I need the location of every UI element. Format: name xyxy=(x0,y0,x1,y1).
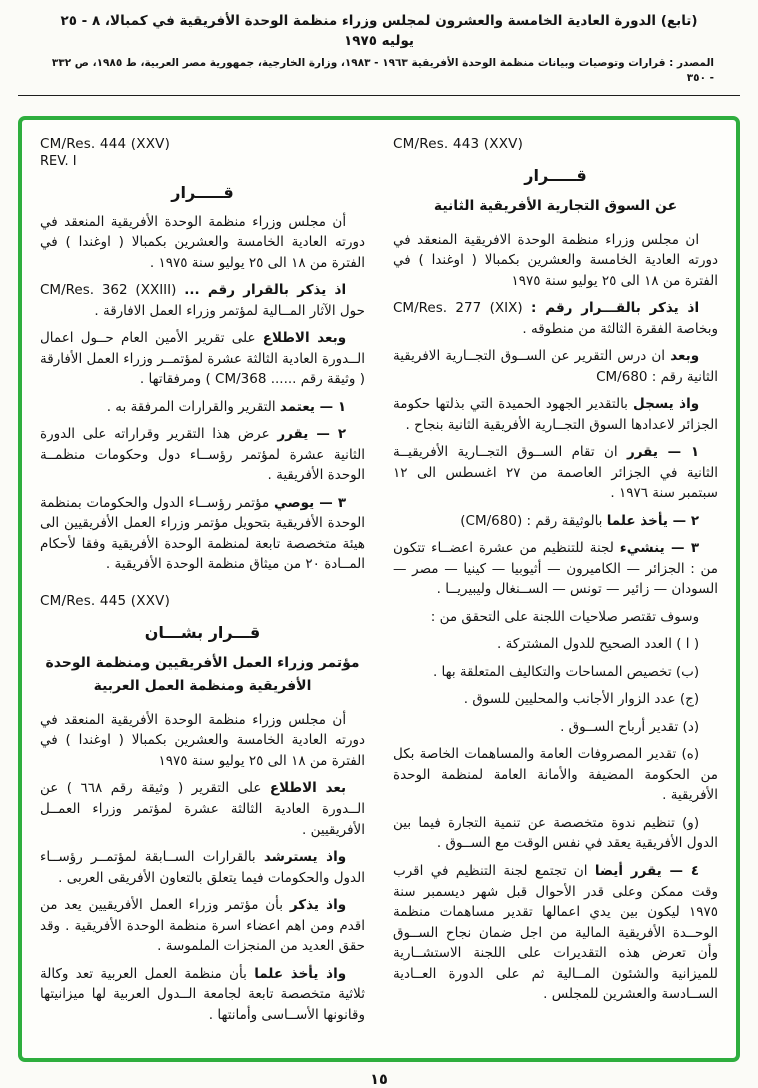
paragraph-lead: ٣ — ينشيء xyxy=(619,540,700,557)
revision-number: REV. I xyxy=(40,153,77,169)
paragraph-lead: بعد الاطلاع xyxy=(269,780,347,797)
paragraph-lead: وبعد الاطلاع xyxy=(262,330,347,347)
numbered-item xyxy=(393,861,718,1005)
header-source-line: المصدر : قرارات وتوصيات وبيانات منظمة الوحدة الأفريقية ١٩٦٣ - ١٩٨٣، وزارة الخارجية، جمهورية مصر العربية، ط ١٩٨٥، ص ٣٣٢ - ٣٥٠ xyxy=(51,57,714,84)
paragraph xyxy=(393,394,718,435)
paragraph xyxy=(393,607,718,628)
paragraph-text: وسوف تقتصر صلاحيات اللجنة على التحقق من : xyxy=(430,608,700,625)
numbered-item xyxy=(393,511,718,532)
paragraph xyxy=(40,280,365,321)
paragraph-lead: وبعد xyxy=(670,348,700,365)
lettered-item xyxy=(393,717,718,738)
paragraph-lead: ٢ — يقرر xyxy=(277,426,347,443)
lettered-item xyxy=(393,634,718,655)
paragraph-lead: اذ يذكر بالقرار رقم ... xyxy=(184,282,347,299)
page-number: ١٥ xyxy=(370,1071,388,1088)
resolution-title: قـــــرار xyxy=(524,165,587,185)
numbered-item xyxy=(40,493,365,575)
resolution-number: CM/Res. 444 (XXV) xyxy=(40,135,171,152)
paragraph-text: مؤتمر رؤســاء الدول والحكومات بمنظمة الوحدة الأفريقية بتحويل مؤتمر وزراء العمل الأفريقيين الى هيئة متخصصة تابعة لمنظمة الوحدة الأفريقية وفقا لأحكام المــادة ٢٠ من ميثاق منظمة الوحدة الأفريقية . xyxy=(40,494,365,573)
lettered-item xyxy=(393,662,718,683)
resolution-number: CM/Res. 445 (XXV) xyxy=(40,592,171,609)
paragraph-text: بأن منظمة العمل العربية تعد وكالة ثلاثية متخصصة تابعة لجامعة الــدول العربية لها ميزانيتها وقانونها الأســاسى وأمانتها . xyxy=(40,965,365,1023)
two-column-layout xyxy=(40,136,718,1048)
paragraph xyxy=(393,298,718,339)
paragraph-lead: واذ يأخذ علما xyxy=(254,965,347,982)
paragraph-lead: واذ يسجل xyxy=(633,396,700,413)
paragraph-text: ( ا ) العدد الصحيح للدول المشتركة . xyxy=(497,636,700,653)
lettered-item xyxy=(393,744,718,806)
document-page xyxy=(0,10,758,1088)
paragraph-text: على تقرير الأمين العام حــول اعمال الــدورة العادية الثالثة عشرة لمؤتمــر وزراء العمل الأفارقة ( وثيقة رقم ...... CM/368 ) ومرفقاتها . xyxy=(40,330,365,388)
column-right xyxy=(393,136,718,1048)
paragraph-lead: واذ يسترشد xyxy=(263,849,347,866)
paragraph-text: CM/Res. 362 (XXIII) حول الآثار المــالية لمؤتمر وزراء العمل الافارقة . xyxy=(40,282,365,319)
paragraph-text: بأن مؤتمر وزراء العمل الأفريقيين يعد من اقدم ومن اهم اعضاء اسرة منظمة الوحدة الأفريقية . وقد حقق العديد من المنجزات الملموسة . xyxy=(40,897,365,955)
paragraph xyxy=(40,778,365,840)
resolution-title: قـــرار بشـــان xyxy=(144,622,261,642)
paragraph-text: ان درس التقرير عن الســوق التجــارية الافريقية الثانية رقم : CM/680 xyxy=(393,348,718,385)
resolution-445 xyxy=(40,593,365,1025)
paragraph-text: بالقرارات الســابقة لمؤتمــر رؤســاء الدول والحكومات فيما يتعلق بالتعاون الأفريقى العربى . xyxy=(40,849,365,886)
paragraph-text: أن مجلس وزراء منظمة الوحدة الأفريقية المنعقد في دورته العادية الخامسة والعشرين بكمبالا ( اوغندا ) في الفترة من ١٨ الى ٢٥ يوليو سنة ١٩٧٥ xyxy=(40,711,365,769)
resolution-subtitle: عن السوق التجارية الأفريقية الثانية xyxy=(433,197,678,214)
paragraph-text: بالتقدير الجهود الحميدة التي بذلتها حكومة الجزائر لاعدادها السوق التجــارية الأفريقية الثانية بنجاح . xyxy=(393,396,718,433)
paragraph-text: ان تجتمع لجنة التنظيم في اقرب وقت ممكن وعلى قدر الأحوال قبل شهر ديسمبر سنة ١٩٧٥ ليكون بين يدي اعمالها تقدير مساهمات منظمة الوحــدة الأفريقية المالية من اجل ضمان نجاح الســوق وأن تعرض هذه التقديرات على اللجنة الاستشــارية للميزانية والشئون المــالية ثم على الدورة العــادية الســادسة والعشرين للمجلس . xyxy=(393,863,718,1003)
paragraph xyxy=(40,710,365,772)
header-title: (تابع) الدورة العادية الخامسة والعشرون لمجلس وزراء منظمة الوحدة الأفريقية في كمبالا، ٨ - ٢٥ يوليه ١٩٧٥ xyxy=(60,13,698,49)
paragraph-lead: ١ — يقرر xyxy=(626,444,700,461)
paragraph-text: على التقرير ( وثيقة رقم ٦٦٨ ) عن الــدورة العادية الثالثة عشرة لمؤتمر وزراء العمــل الأفريقيين . xyxy=(40,780,365,838)
paragraph-text: أن مجلس وزراء منظمة الوحدة الأفريقية المنعقد في دورته العادية الخامسة والعشرين بكمبالا ( اوغندا ) في الفترة من ١٨ الى ٢٥ يوليو سنة ١٩٧٥ . xyxy=(40,213,365,271)
paragraph-text: التقرير والقرارات المرفقة به . xyxy=(106,398,280,415)
resolution-443 xyxy=(393,136,718,1005)
numbered-item xyxy=(40,424,365,486)
resolution-subtitle: مؤتمر وزراء العمل الأفريقيين ومنظمة الوحدة الأفريقية ومنظمة العمل العربية xyxy=(45,654,360,694)
paragraph xyxy=(40,964,365,1026)
paragraph-lead: اذ يذكر بالقـــرار رقم : xyxy=(531,300,700,317)
paragraph-text: (ج) عدد الزوار الأجانب والمحليين للسوق . xyxy=(463,691,700,708)
paragraph-text: (ب) تخصيص المساحات والتكاليف المتعلقة بها . xyxy=(432,663,700,680)
page-header xyxy=(18,10,740,96)
paragraph-lead: ٤ — يقرر أيضا xyxy=(594,863,700,879)
paragraph-text: ان تقام الســوق التجــارية الأفريقيــة الثانية في الجزائر العاصمة من ٢٧ اغسطس الى ١٢ سبتمبر سنة ١٩٧٦ . xyxy=(393,444,718,502)
paragraph-text: بالوثيقة رقم : (CM/680) xyxy=(460,512,607,529)
numbered-item xyxy=(40,397,365,418)
lettered-item xyxy=(393,689,718,710)
numbered-item xyxy=(393,442,718,504)
paragraph xyxy=(393,230,718,292)
resolution-title: قـــــرار xyxy=(171,182,234,202)
paragraph-text: لجنة للتنظيم من عشرة اعضــاء تتكون من : الجزائر — الكاميرون — أثيوبيا — كينيا — مصر — السودان — زائير — تونس — الســنغال وليبيريــا . xyxy=(393,540,718,598)
paragraph-text: عرض هذا التقرير وقراراته على الدورة الثانية عشرة لمؤتمر رؤســاء دول وحكومات منظمــة الوحدة الأفريقية . xyxy=(40,426,365,484)
paragraph-lead: واذ يذكر xyxy=(289,897,347,914)
resolution-number: CM/Res. 443 (XXV) xyxy=(393,135,524,152)
paragraph xyxy=(40,847,365,888)
lettered-item xyxy=(393,813,718,854)
paragraph-text: (و) تنظيم ندوة متخصصة عن تنمية التجارة فيما بين الدول الأفريقية يعقد في نفس الوقت مع الســوق . xyxy=(393,814,718,852)
paragraph-text: CM/Res. 277 (XIX) وبخاصة الفقرة الثالثة من منطوقه . xyxy=(393,300,718,337)
column-left xyxy=(40,136,365,1048)
paragraph-text: (د) تقدير أرباح الســوق . xyxy=(560,718,700,735)
highlight-box xyxy=(18,116,740,1062)
paragraph-text: (ه) تقدير المصروفات العامة والمساهمات الخاصة بكل من الحكومة المضيفة والأمانة العامة لمنظمة الوحدة الأفريقية . xyxy=(393,746,718,804)
paragraph-text: ان مجلس وزراء منظمة الوحدة الافريقية المنعقد في دورته العادية الخامسة والعشرين بكمبالا ( اوغندا ) في الفترة من ١٨ الى ٢٥ يوليو سنة ١٩٧٥ xyxy=(393,231,718,289)
paragraph-lead: ١ — يعتمد xyxy=(279,398,347,415)
paragraph xyxy=(393,346,718,387)
paragraph-lead: ٢ — يأخذ علما xyxy=(606,512,700,529)
paragraph xyxy=(40,328,365,390)
paragraph xyxy=(40,212,365,274)
resolution-444 xyxy=(40,136,365,575)
numbered-item xyxy=(393,538,718,600)
paragraph-lead: ٣ — يوصي xyxy=(273,494,347,511)
paragraph xyxy=(40,895,365,957)
